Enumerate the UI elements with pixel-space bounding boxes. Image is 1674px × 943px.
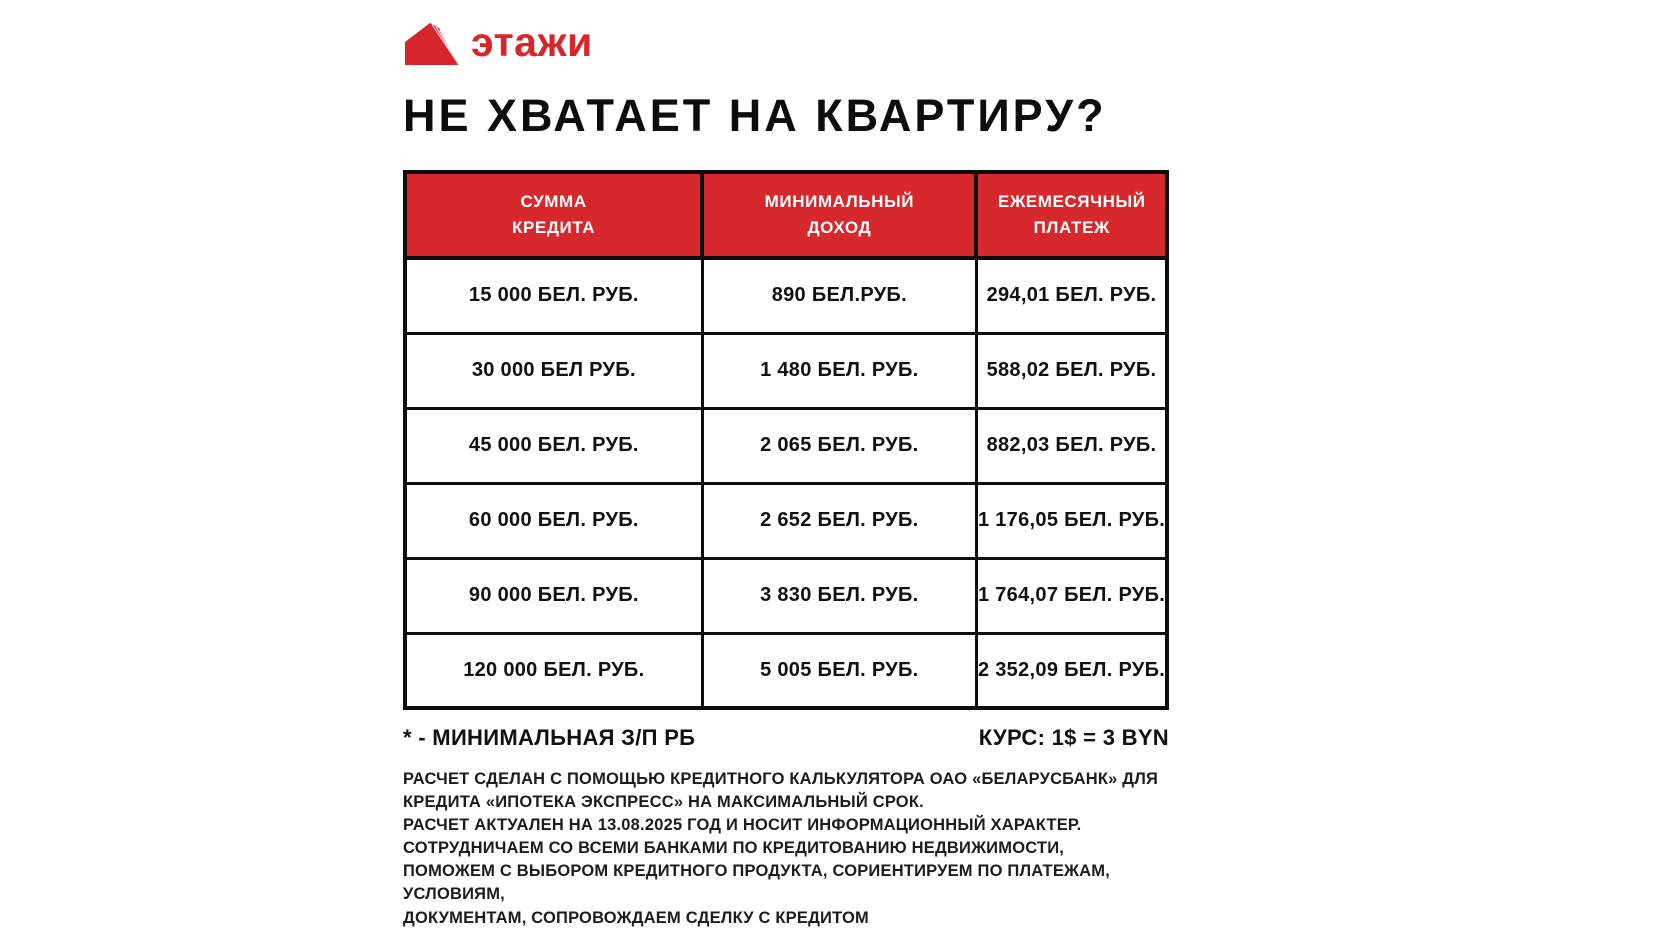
disclaimer-line: УСЛОВИЯМ, — [403, 885, 505, 904]
table-cell-credit-sum: 30 000 БЕЛ РУБ. — [405, 333, 702, 408]
table-cell-monthly-payment: 294,01 БЕЛ. РУБ. — [976, 258, 1167, 333]
table-cell-min-income: 1 480 БЕЛ. РУБ. — [702, 333, 976, 408]
credit-table — [403, 170, 1169, 710]
table-row — [405, 483, 1167, 558]
table-cell-credit-sum: 15 000 БЕЛ. РУБ. — [405, 258, 702, 333]
column-header-monthly-payment — [976, 172, 1167, 258]
disclaimer-line: РАСЧЕТ СДЕЛАН С ПОМОЩЬЮ КРЕДИТНОГО КАЛЬКУЛЯТОРА ОАО «БЕЛАРУСБАНК» ДЛЯ — [403, 770, 1159, 788]
table-row — [405, 558, 1167, 633]
footnote-min-salary: * - МИНИМАЛЬНАЯ З/П РБ — [403, 725, 696, 750]
table-cell-min-income: 5 005 БЕЛ. РУБ. — [702, 633, 976, 708]
disclaimer-line: ДОКУМЕНТАМ, СОПРОВОЖДАЕМ СДЕЛКУ С КРЕДИТОМ — [403, 908, 869, 927]
disclaimer-block — [403, 768, 1169, 930]
table-cell-monthly-payment: 1 176,05 БЕЛ. РУБ. — [976, 483, 1167, 558]
column-header-line: СУММА — [520, 191, 587, 211]
table-cell-monthly-payment: 2 352,09 БЕЛ. РУБ. — [976, 633, 1167, 708]
table-cell-monthly-payment: 1 764,07 БЕЛ. РУБ. — [976, 558, 1167, 633]
column-header-line: ЕЖЕМЕСЯЧНЫЙ — [997, 191, 1146, 211]
column-header-line: МИНИМАЛЬНЫЙ — [764, 191, 915, 211]
table-cell-credit-sum: 90 000 БЕЛ. РУБ. — [405, 558, 702, 633]
disclaimer-line: СОТРУДНИЧАЕМ СО ВСЕМИ БАНКАМИ ПО КРЕДИТОВАНИЮ НЕДВИЖИМОСТИ, — [403, 839, 1065, 858]
disclaimer-line: КРЕДИТА «ИПОТЕКА ЭКСПРЕСС» НА МАКСИМАЛЬНЫЙ СРОК. — [403, 793, 924, 812]
column-header-credit-sum — [405, 172, 702, 258]
brand-logo-text: этажи — [471, 18, 593, 65]
table-cell-monthly-payment: 882,03 БЕЛ. РУБ. — [976, 408, 1167, 483]
table-cell-credit-sum: 120 000 БЕЛ. РУБ. — [405, 633, 702, 708]
table-cell-min-income: 3 830 БЕЛ. РУБ. — [702, 558, 976, 633]
table-row — [405, 333, 1167, 408]
column-header-line: ПЛАТЕЖ — [1033, 218, 1110, 237]
footnote-exchange-rate: КУРС: 1$ = 3 BYN — [978, 725, 1169, 750]
table-row — [405, 633, 1167, 708]
table-header-row — [405, 172, 1167, 258]
table-cell-credit-sum: 45 000 БЕЛ. РУБ. — [405, 408, 702, 483]
table-cell-credit-sum: 60 000 БЕЛ. РУБ. — [405, 483, 702, 558]
table-cell-min-income: 2 065 БЕЛ. РУБ. — [702, 408, 976, 483]
table-row — [405, 258, 1167, 333]
house-logo-icon — [403, 21, 461, 67]
column-header-line: ДОХОД — [807, 218, 872, 237]
table-row — [405, 408, 1167, 483]
poster-content — [403, 0, 1169, 930]
footnote-row — [403, 725, 1169, 751]
column-header-line: КРЕДИТА — [511, 218, 596, 237]
disclaimer-line: ПОМОЖЕМ С ВЫБОРОМ КРЕДИТНОГО ПРОДУКТА, СОРИЕНТИРУЕМ ПО ПЛАТЕЖАМ, — [403, 862, 1110, 881]
column-header-min-income — [702, 172, 976, 258]
table-cell-monthly-payment: 588,02 БЕЛ. РУБ. — [976, 333, 1167, 408]
disclaimer-line: РАСЧЕТ АКТУАЛЕН НА 13.08.2025 ГОД И НОСИТ ИНФОРМАЦИОННЫЙ ХАРАКТЕР. — [403, 816, 1082, 835]
table-cell-min-income: 2 652 БЕЛ. РУБ. — [702, 483, 976, 558]
page-title: НЕ ХВАТАЕТ НА КВАРТИРУ? — [403, 90, 1107, 141]
brand-logo — [403, 20, 1169, 68]
table-cell-min-income: 890 БЕЛ.РУБ. — [702, 258, 976, 333]
